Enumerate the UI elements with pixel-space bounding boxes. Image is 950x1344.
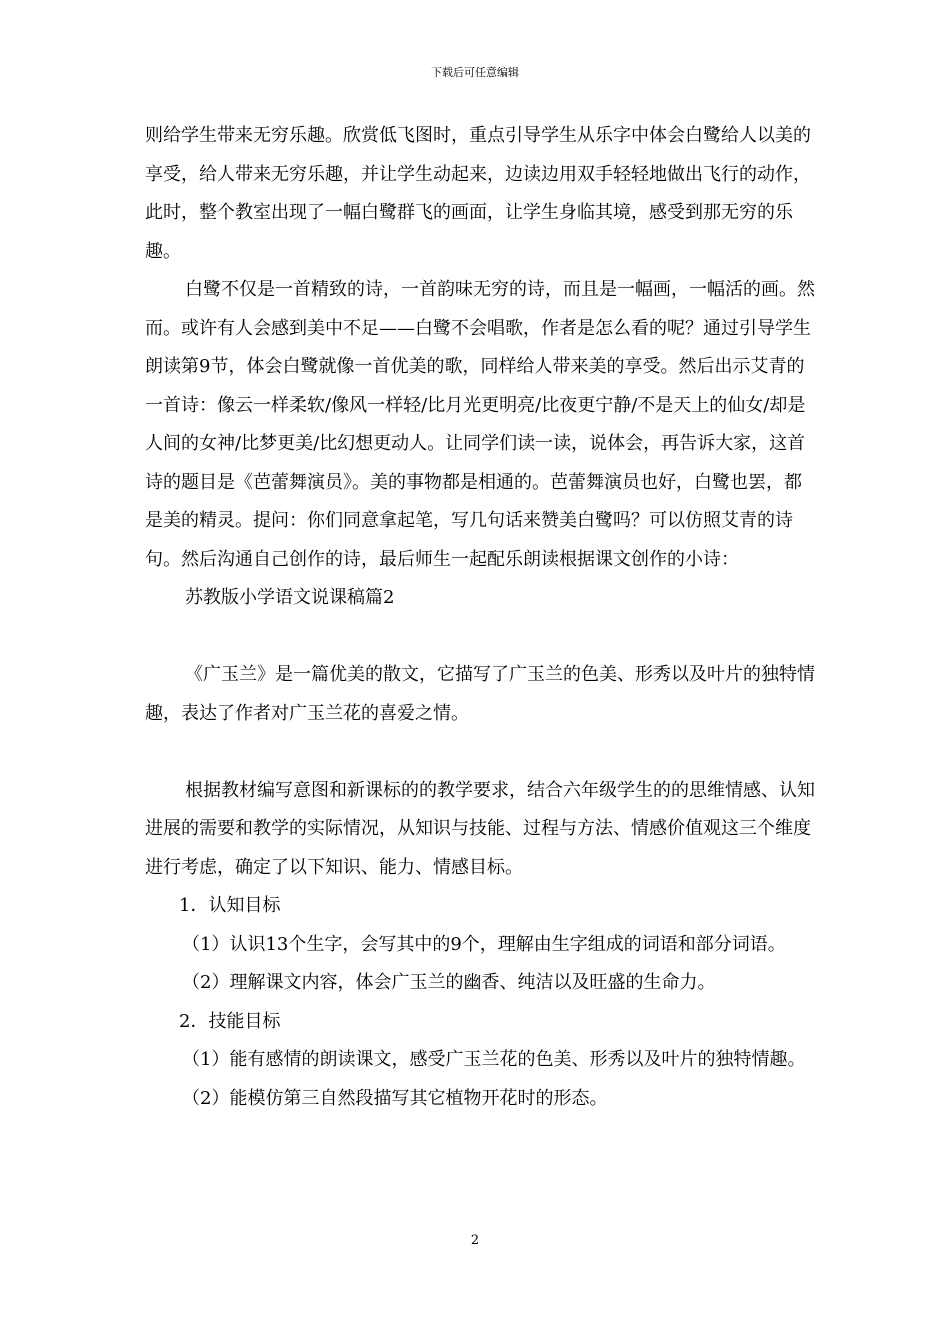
heading-cognitive-goals: 1．认知目标 [179,895,281,916]
paragraph-teaching-goals: 根据教材编写意图和新课标的的教学要求，结合六年级学生的的思维情感、认知进展的需要和教学的实际情况，从知识与技能、过程与方法、情感价值观这三个维度进行考虑，确定了以下知识、能力、情感目标。 [145,779,815,878]
skill-goal-item-1: （1）能有感情的朗读课文，感受广玉兰花的色美、形秀以及叶片的独特情趣。 [182,1049,806,1070]
cognitive-goal-item-1: （1）认识13个生字，会写其中的9个，理解由生字组成的词语和部分词语。 [182,933,786,955]
page-header: 下载后可任意编辑 [431,66,519,79]
paragraph-egret-flying: 则给学生带来无穷乐趣。欣赏低飞图时，重点引导学生从乐字中体会白鹭给人以美的享受，给人带来无穷乐趣，并让学生动起来，边读边用双手轻轻地做出飞行的动作，此时，整个教室出现了一幅白鹭群飞的画面，让学生身临其境，感受到那无穷的乐趣。 [145,125,811,262]
skill-goal-item-2: （2）能模仿第三自然段描写其它植物开花时的形态。 [182,1087,608,1109]
heading-skill-goals: 2．技能目标 [179,1010,281,1032]
section-title: 苏教版小学语文说课稿篇2 [185,587,395,608]
document-body [145,117,815,1118]
blank-line [145,618,815,657]
paragraph-magnolia-intro: 《广玉兰》是一篇优美的散文，它描写了广玉兰的色美、形秀以及叶片的独特情趣，表达了作者对广玉兰花的喜爱之情。 [145,664,815,724]
blank-line [145,733,815,772]
paragraph-egret-poem: 白鹭不仅是一首精致的诗，一首韵味无穷的诗，而且是一幅画，一幅活的画。然而。或许有人会感到美中不足——白鹭不会唱歌，作者是怎么看的呢？通过引导学生朗读第9节，体会白鹭就像一首优美的歌，同样给人带来美的享受。然后出示艾青的一首诗：像云一样柔软/像风一样轻/比月光更明亮/比夜更宁静/不是天上的仙女/却是人间的女神/比梦更美/比幻想更动人。让同学们读一读，说体会，再告诉大家，这首诗的题目是《芭蕾舞演员》。美的事物都是相通的。芭蕾舞演员也好，白鹭也罢，都是美的精灵。提问：你们同意拿起笔，写几句话来赞美白鹭吗？可以仿照艾青的诗句。然后沟通自己创作的诗，最后师生一起配乐朗读根据课文创作的小诗： [145,279,815,570]
cognitive-goal-item-2: （2）理解课文内容，体会广玉兰的幽香、纯洁以及旺盛的生命力。 [182,972,716,993]
page-number: 2 [470,1233,480,1248]
